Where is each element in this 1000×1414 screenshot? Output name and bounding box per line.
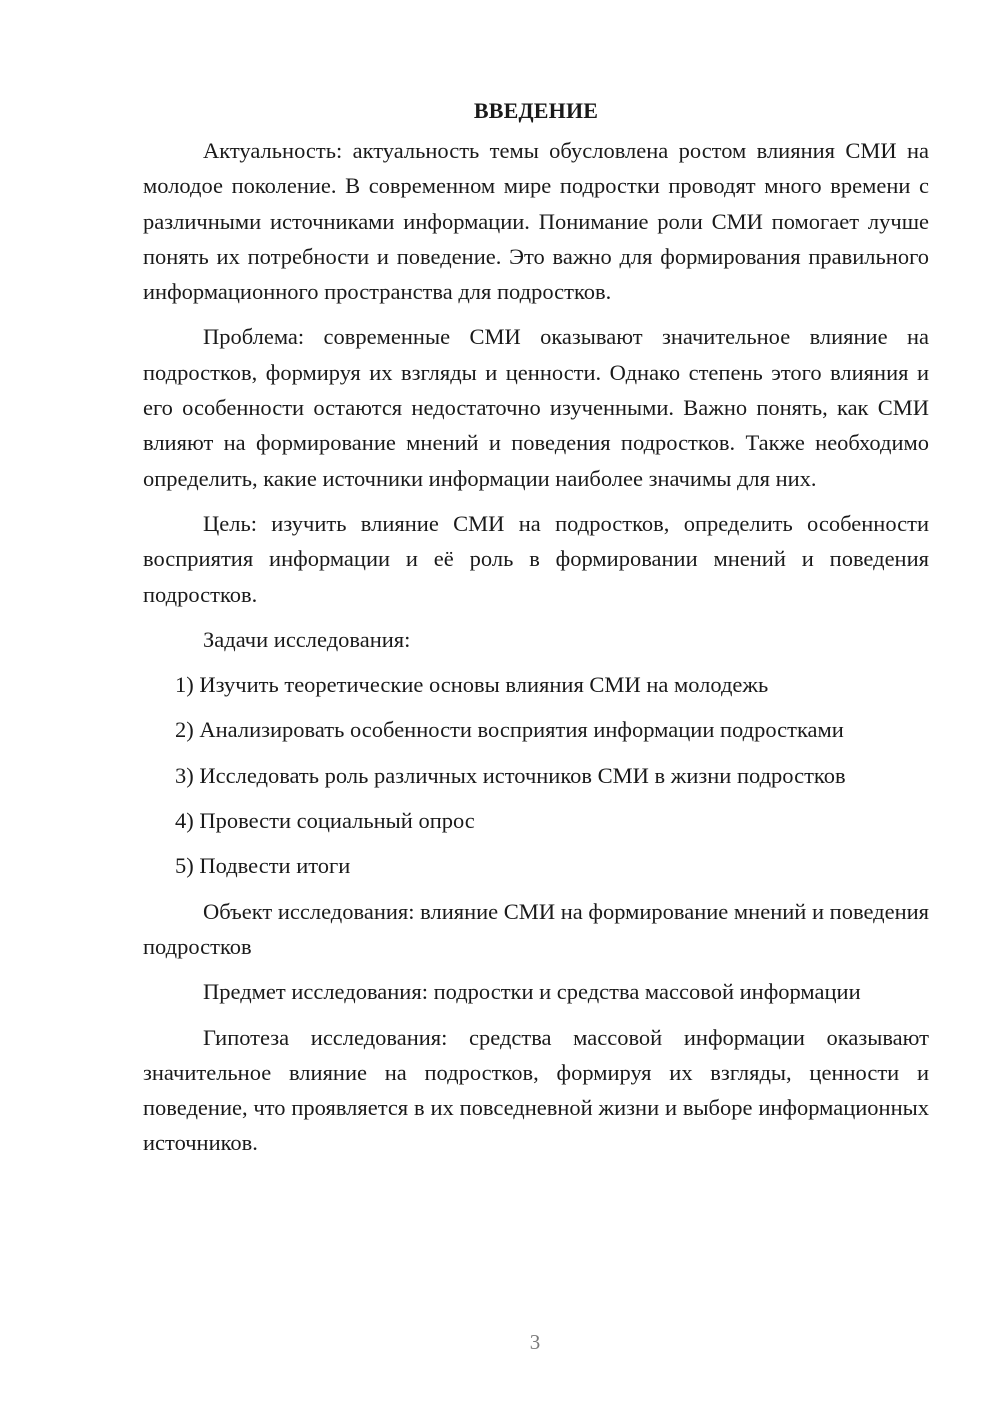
task-item: 4) Провести социальный опрос <box>175 808 475 834</box>
task-item: 1) Изучить теоретические основы влияния СМИ на молодежь <box>175 672 769 698</box>
task-item: 3) Исследовать роль различных источников СМИ в жизни подростков <box>175 762 846 788</box>
task-item: 2) Анализировать особенности восприятия информации подростками <box>175 717 844 743</box>
object-paragraph: Объект исследования: влияние СМИ на формирование мнений и поведения подростков <box>143 898 929 959</box>
task-item: 5) Подвести итоги <box>175 853 351 879</box>
subject-paragraph: Предмет исследования: подростки и средства массовой информации <box>203 979 861 1005</box>
document-page <box>143 93 929 1171</box>
page-number: 3 <box>529 1330 541 1354</box>
goal-paragraph: Цель: изучить влияние СМИ на подростков, определить особенности восприятия информации и её роль в формировании мнений и поведения подростков. <box>143 510 929 607</box>
relevance-paragraph: Актуальность: актуальность темы обусловлена ростом влияния СМИ на молодое поколение. В современном мире подростки проводят много времени с различными источниками информации. Понимание роли СМИ помогает лучше понять их потребности и поведение. Это важно для формирования правильного информационного пространства для подростков. <box>143 138 929 305</box>
problem-paragraph: Проблема: современные СМИ оказывают значительное влияние на подростков, формируя их взгляды и ценности. Однако степень этого влияния и его особенности остаются недостаточно изученными. Важно понять, как СМИ влияют на формирование мнений и поведения подростков. Также необходимо определить, какие источники информации наиболее значимы для них. <box>143 324 929 491</box>
tasks-label: Задачи исследования: <box>203 626 411 652</box>
section-title: ВВЕДЕНИЕ <box>473 98 599 123</box>
hypothesis-paragraph: Гипотеза исследования: средства массовой информации оказывают значительное влияние на подростков, формируя их взгляды, ценности и поведение, что проявляется в их повседневной жизни и выборе информационных источников. <box>143 1024 929 1156</box>
